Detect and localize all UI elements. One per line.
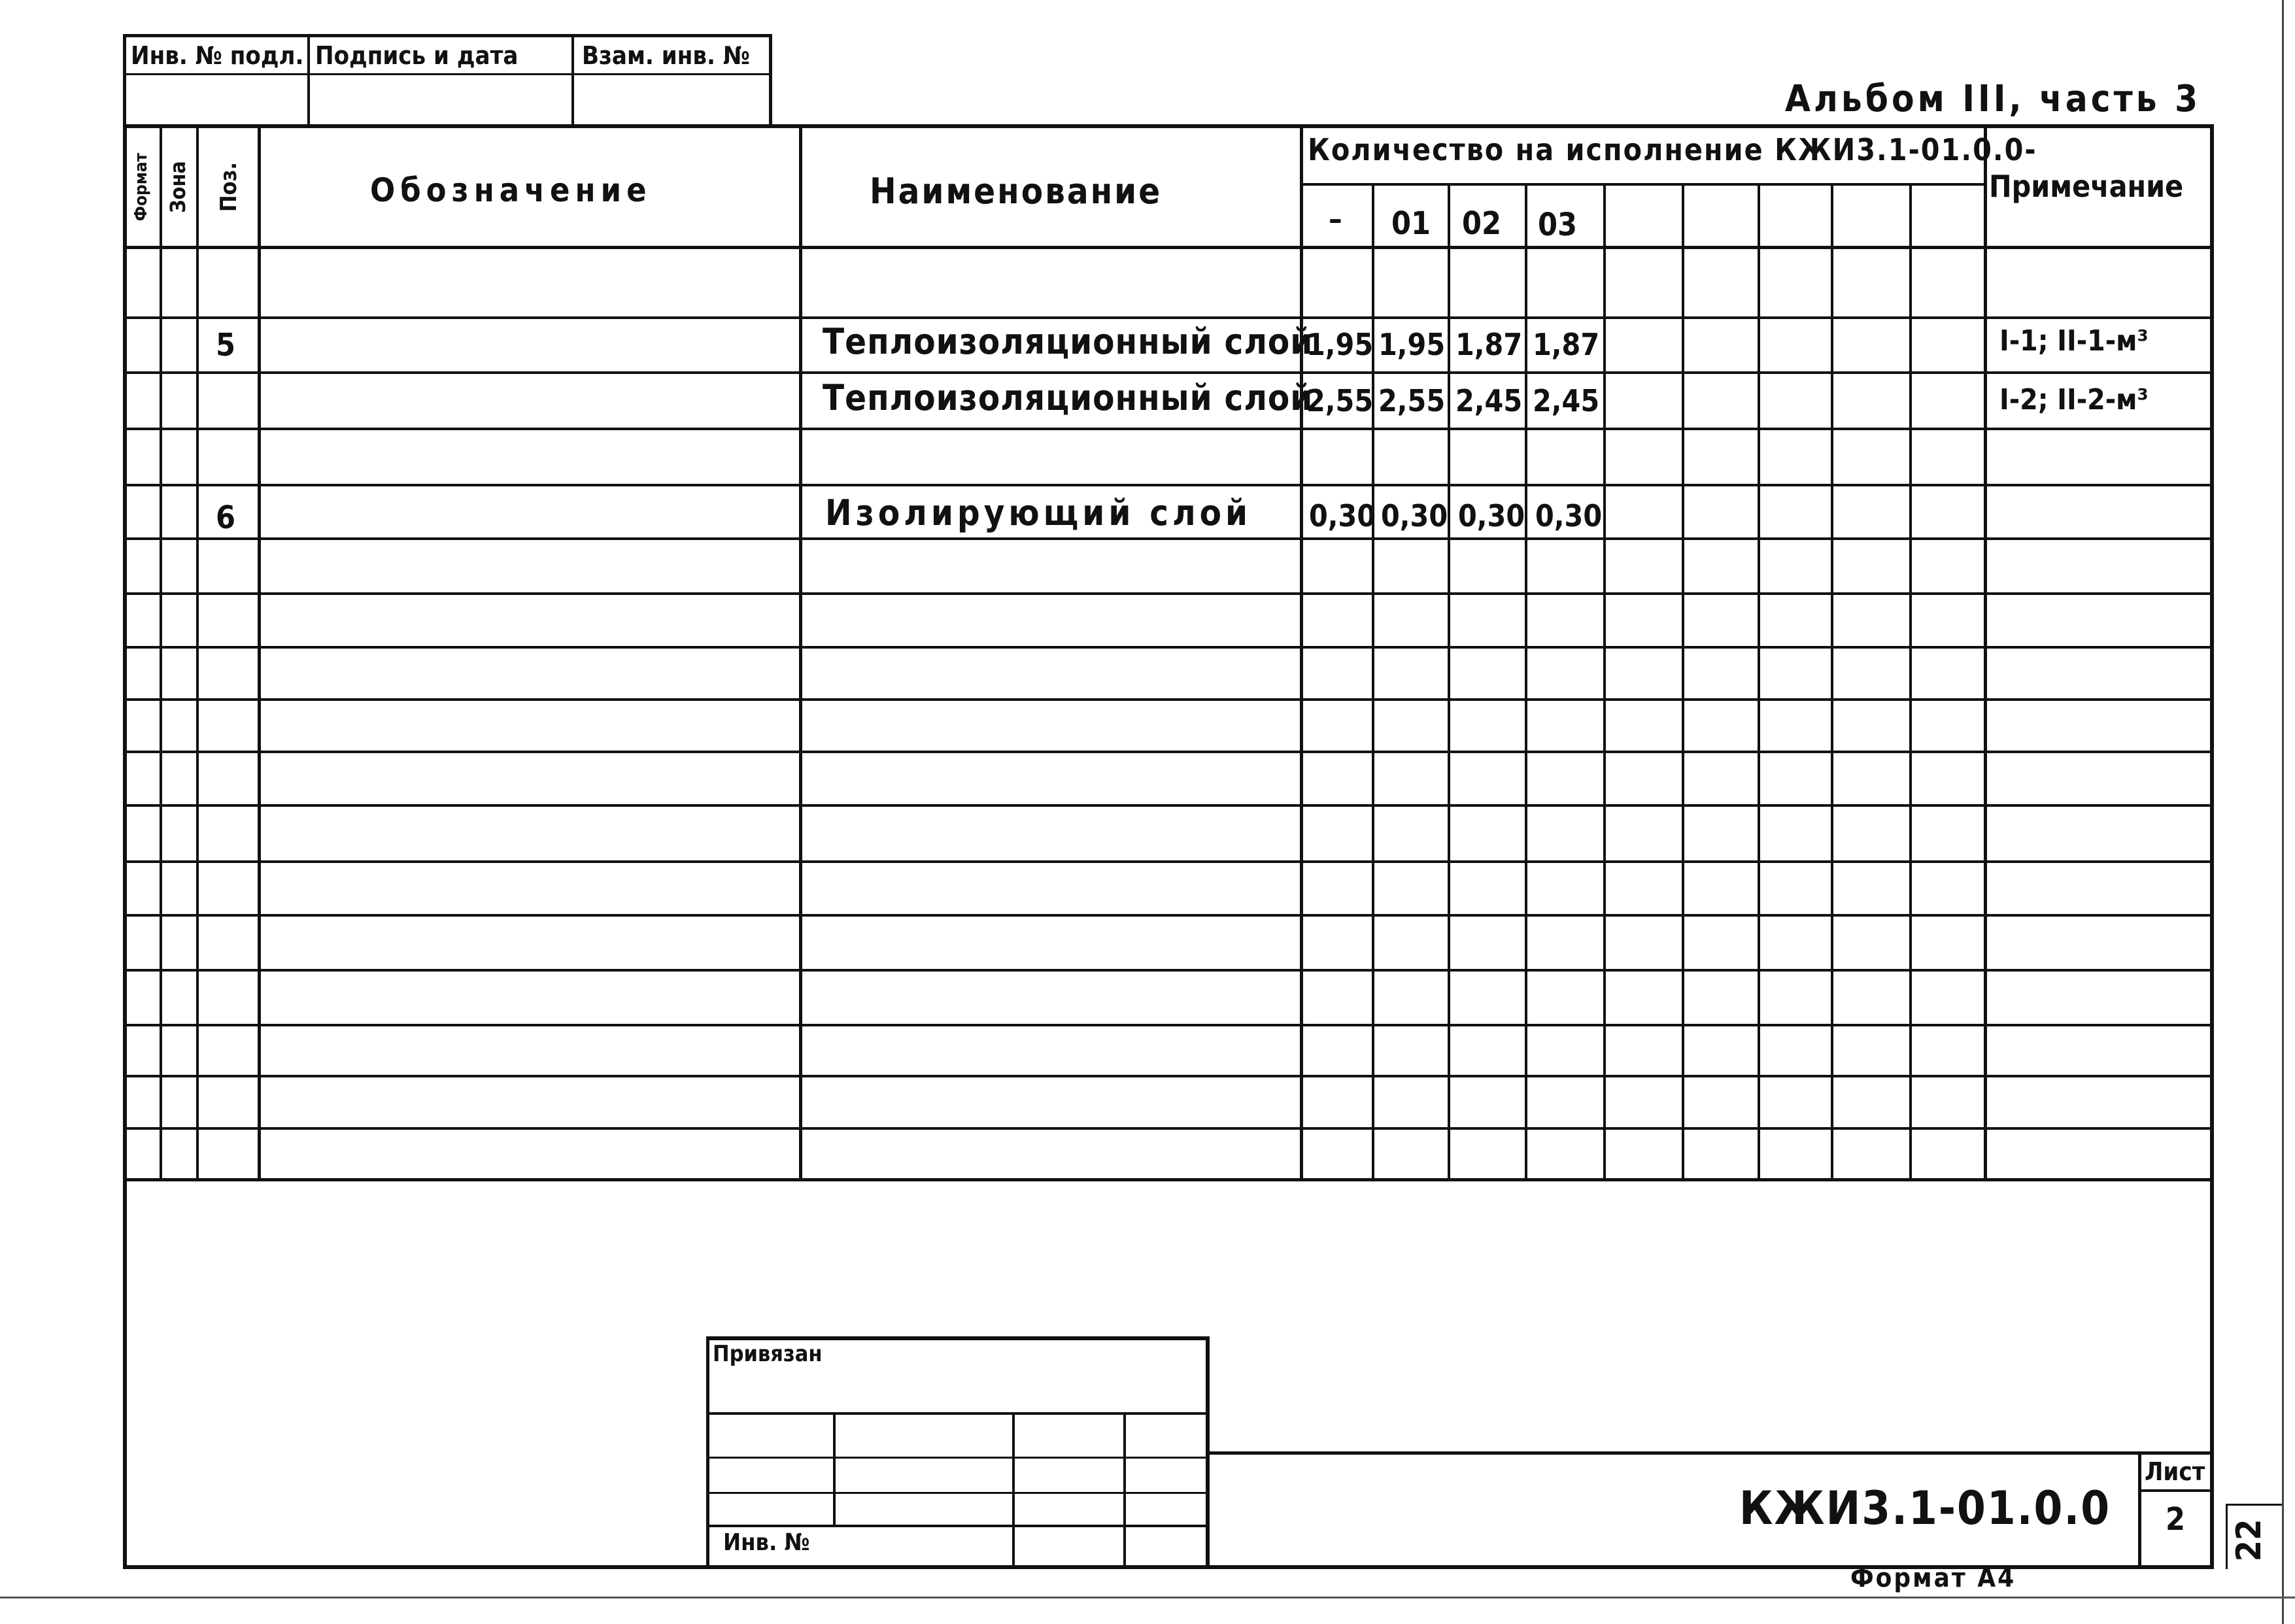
stamp-inv-podl: Инв. № подл. (131, 41, 304, 70)
album-label: Альбом III, часть 3 (1785, 78, 2202, 120)
stamp-vzam-inv: Взам. инв. № (582, 41, 751, 70)
header-zona: Зона (165, 161, 190, 213)
row-poz: 6 (216, 499, 236, 536)
row-qty: 0,30 (1309, 498, 1376, 533)
row-qty: 1,87 (1533, 327, 1600, 362)
row-qty: 2,45 (1455, 383, 1523, 418)
header-kolichestvo: Количество на исполнение КЖИ3.1-01.0.0- (1308, 132, 2037, 167)
row-qty: 0,30 (1381, 498, 1448, 533)
edge-line-right (2282, 0, 2284, 1624)
row-qty: 2,55 (1306, 383, 1374, 418)
side-box-top (2226, 1504, 2282, 1506)
row-qty: 0,30 (1535, 498, 1603, 533)
row-qty: 1,95 (1378, 327, 1446, 362)
row-qty: 2,45 (1533, 383, 1600, 418)
header-poz: Поз. (216, 161, 242, 212)
header-isp-3: 03 (1538, 207, 1578, 243)
header-naimenovanie: Наименование (870, 171, 1163, 212)
header-primechanie: Примечание (1989, 169, 2184, 204)
header-isp-2: 02 (1462, 205, 1502, 242)
privyazan-label: Привязан (713, 1341, 823, 1367)
row-qty: 1,87 (1455, 327, 1523, 362)
page-side-number: 22 (2230, 1519, 2269, 1562)
header-format: Формат (131, 152, 151, 222)
header-isp-0: – (1329, 201, 1342, 237)
row-note: I-1; II-1-м³ (1999, 324, 2149, 358)
row-qty: 2,55 (1378, 383, 1446, 418)
edge-line-bottom (0, 1597, 2295, 1599)
row-name: Теплоизоляционный слой (823, 377, 1314, 418)
side-box-left (2226, 1504, 2228, 1569)
document-designation: КЖИ3.1-01.0.0 (1739, 1481, 2111, 1535)
format-label: Формат А4 (1850, 1563, 2016, 1593)
inv-no-label: Инв. № (723, 1529, 810, 1556)
list-number: 2 (2166, 1501, 2186, 1538)
header-oboznachenie: Обозначение (370, 171, 652, 209)
row-note: I-2; II-2-м³ (1999, 383, 2149, 416)
row-qty: 0,30 (1458, 498, 1525, 533)
row-name: Теплоизоляционный слой (823, 321, 1314, 362)
stamp-podpis-data: Подпись и дата (315, 41, 518, 70)
row-qty: 1,95 (1306, 327, 1374, 362)
row-poz: 5 (216, 327, 236, 364)
header-isp-1: 01 (1391, 205, 1431, 242)
list-label: Лист (2145, 1457, 2205, 1486)
row-name: Изолирующий слой (825, 492, 1252, 533)
